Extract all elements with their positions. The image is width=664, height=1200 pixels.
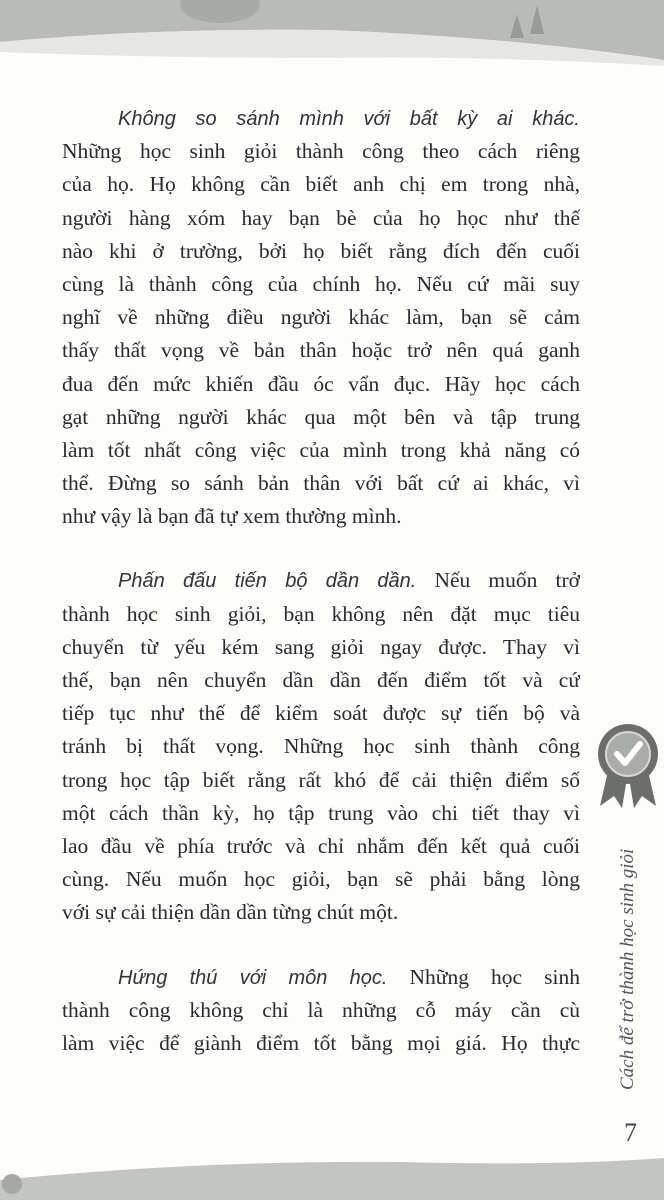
paragraph-lead: Hứng thú với môn học. — [118, 966, 388, 989]
text-line: Những học sinh giỏi thành công theo cách riêng — [62, 139, 580, 164]
paragraph — [62, 102, 580, 533]
paragraph-lead: Phấn đấu tiến bộ dần dần. — [118, 570, 417, 593]
text-line: cùng là thành công của chính họ. Nếu cứ mãi suy — [62, 271, 580, 296]
paragraph-lead: Không so sánh mình với bất kỳ ai khác. — [118, 108, 580, 130]
text-line: người hàng xóm hay bạn bè của họ học như thế — [62, 205, 580, 230]
text-line: cùng. Nếu muốn học giỏi, bạn sẽ phải bằng lòng — [62, 867, 580, 892]
footer-illustration — [0, 1140, 664, 1200]
text-line: gạt những người khác qua một bên và tập trung — [62, 404, 580, 429]
text-line: tránh bị thất vọng. Những học sinh thành công — [62, 734, 580, 759]
text-line: thành học sinh giỏi, bạn không nên đặt mục tiêu — [62, 601, 580, 626]
line-text: Những học sinh — [387, 964, 580, 989]
book-title-vertical: Cách để trở thành học sinh giỏi — [617, 848, 638, 1090]
text-line: làm tốt nhất công việc của mình trong khả năng có — [62, 437, 580, 462]
text-line — [62, 961, 580, 994]
paragraph — [62, 564, 580, 929]
text-line: của họ. Họ không cần biết anh chị em trong nhà, — [62, 172, 580, 197]
text-line: làm việc để giành điểm tốt bằng mọi giá. Họ thực — [62, 1030, 580, 1055]
body-text — [62, 102, 580, 1091]
line-text: Nếu muốn trở — [416, 568, 580, 593]
text-line: một cách thần kỳ, họ tập trung vào chi tiết thay vì — [62, 800, 580, 825]
text-line: nào khi ở trường, bởi họ biết rằng đích đến cuối — [62, 238, 580, 263]
text-line: thể. Đừng so sánh bản thân với bất cứ ai khác, vì — [62, 471, 580, 496]
text-line — [62, 102, 580, 135]
text-line: đua đến mức khiến đầu óc vẩn đục. Hãy học cách — [62, 371, 580, 396]
text-line — [62, 564, 580, 597]
header-illustration — [0, 0, 664, 70]
text-line: tiếp tục như thế để kiểm soát được sự tiến bộ và — [62, 701, 580, 726]
page-number: 7 — [624, 1118, 637, 1147]
text-line: nghĩ về những điều người khác làm, bạn sẽ cảm — [62, 305, 580, 330]
text-line: trong học tập biết rằng rất khó để cải thiện điểm số — [62, 767, 580, 792]
text-line: thành công không chỉ là những cỗ máy cần cù — [62, 997, 580, 1022]
paragraph — [62, 961, 580, 1061]
text-line: thế, bạn nên chuyển dần dần đến điểm tốt và cứ — [62, 668, 580, 692]
ribbon-check-icon — [592, 722, 664, 810]
text-line: chuyển từ yếu kém sang giỏi ngay được. Thay vì — [62, 634, 580, 659]
text-line: lao đầu về phía trước và chỉ nhắm đến kết quả cuối — [62, 833, 580, 858]
text-line: thấy thất vọng về bản thân hoặc trở nên quá ganh — [62, 338, 580, 363]
text-line: như vậy là bạn đã tự xem thường mình. — [62, 504, 402, 529]
text-line: với sự cải thiện dần dần từng chút một. — [62, 900, 399, 925]
